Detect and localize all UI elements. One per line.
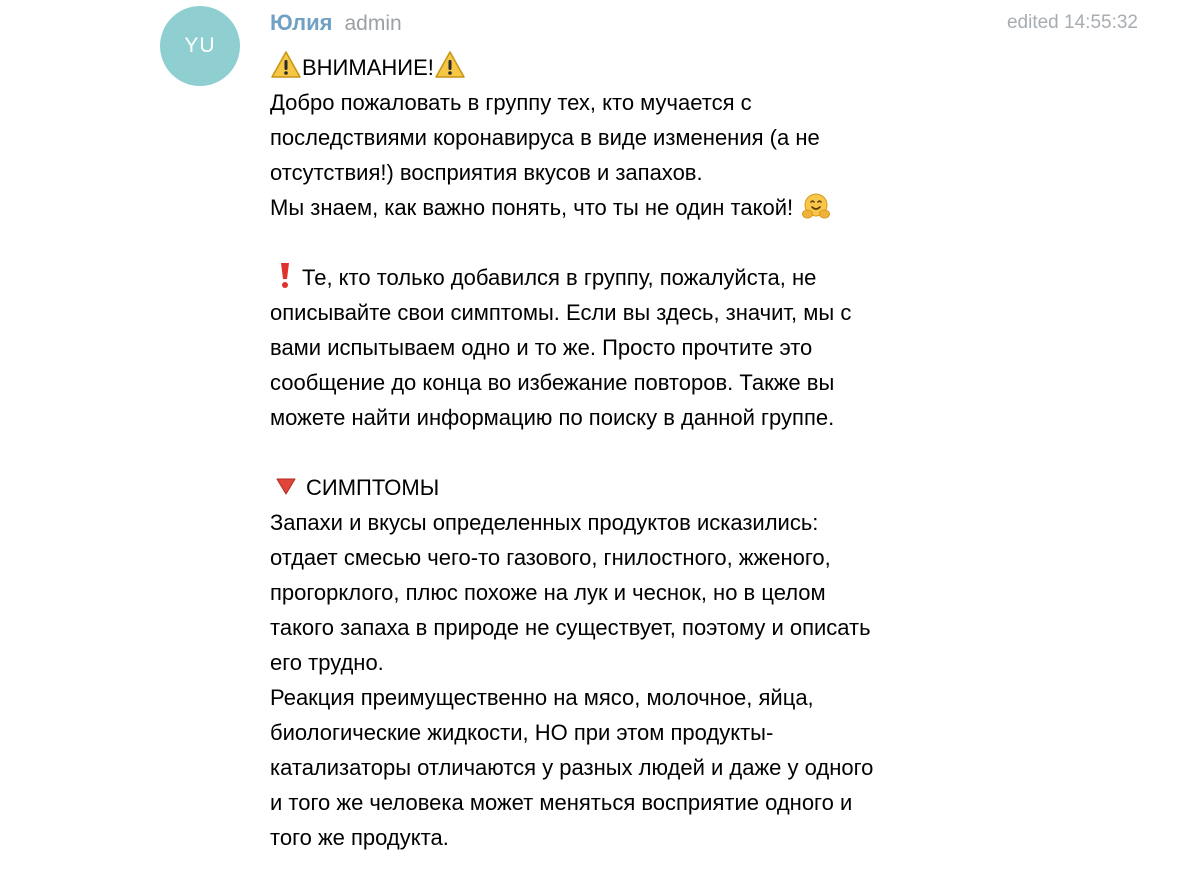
- message-line: отсутствия!) восприятия вкусов и запахов.: [270, 160, 703, 185]
- message-line: сообщение до конца во избежание повторов. Также вы: [270, 370, 835, 395]
- message-line: прогорклого, плюс похоже на лук и чеснок, но в целом: [270, 580, 826, 605]
- message-line: того же продукта.: [270, 825, 449, 850]
- message-line: катализаторы отличаются у разных людей и даже у одного: [270, 755, 874, 780]
- message-line-text: Те, кто только добавился в группу, пожалуйста, не: [302, 265, 817, 290]
- message-line: вами испытываем одно и то же. Просто прочтите это: [270, 335, 813, 360]
- message-line: [270, 190, 1130, 225]
- message-line: [270, 470, 1130, 505]
- message-line: такого запаха в природе не существует, поэтому и описать: [270, 615, 871, 640]
- message-line: [270, 260, 1130, 295]
- message-line: его трудно.: [270, 650, 384, 675]
- edited-timestamp: edited 14:55:32: [1006, 12, 1138, 33]
- message-line: описывайте свои симптомы. Если вы здесь, значит, мы с: [270, 300, 852, 325]
- message-line: биологические жидкости, НО при этом продукты-: [270, 720, 774, 745]
- author-name[interactable]: Юлия: [270, 10, 333, 35]
- red-triangle-down-icon: [274, 473, 298, 497]
- message-line: Добро пожаловать в группу тех, кто мучается с: [270, 90, 752, 115]
- section-heading-symptoms: СИМПТОМЫ: [306, 475, 440, 500]
- warning-icon: [434, 50, 466, 80]
- message-line: Запахи и вкусы определенных продуктов исказились:: [270, 510, 819, 535]
- message-line: Реакция преимущественно на мясо, молочное, яйца,: [270, 685, 814, 710]
- message-line: последствиями коронавируса в виде изменения (а не: [270, 125, 820, 150]
- author-role: admin: [344, 12, 402, 35]
- warning-icon: [270, 50, 302, 80]
- hugging-face-icon: [801, 191, 831, 221]
- message-line: [270, 50, 1130, 85]
- exclamation-icon: [274, 260, 296, 290]
- message-line-text: Мы знаем, как важно понять, что ты не один такой!: [270, 195, 794, 220]
- blank-line: [270, 435, 1130, 470]
- message-heading-attention: ВНИМАНИЕ!: [302, 55, 434, 80]
- message-line: можете найти информацию по поиску в данной группе.: [270, 405, 835, 430]
- blank-line: [270, 225, 1130, 260]
- message-line: отдает смесью чего-то газового, гнилостного, жженого,: [270, 545, 831, 570]
- message-line: и того же человека может меняться восприятие одного и: [270, 790, 853, 815]
- avatar-initials: YU: [184, 34, 216, 57]
- message-header: [270, 10, 402, 42]
- message-text: [270, 50, 1130, 855]
- avatar[interactable]: [160, 6, 240, 86]
